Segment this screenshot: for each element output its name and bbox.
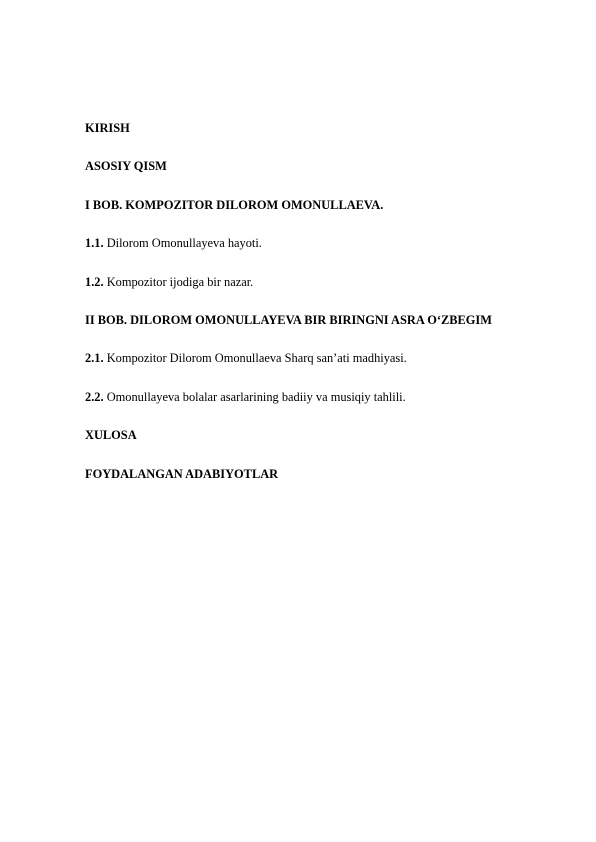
- toc-section-number: 2.1.: [85, 351, 104, 366]
- toc-heading-asosiy-qism: ASOSIY QISM: [85, 159, 167, 174]
- toc-section-title: Kompozitor Dilorom Omonullaeva Sharq san’ati madhiyasi.: [106, 351, 407, 366]
- toc-heading-chapter-2: II BOB. DILOROM OMONULLAYEVA BIR BIRINGNI ASRA O‘ZBEGIM: [85, 312, 492, 327]
- toc-section-title: Dilorom Omonullayeva hayoti.: [106, 236, 262, 251]
- table-of-contents: [85, 120, 565, 504]
- toc-section-title: Kompozitor ijodiga bir nazar.: [106, 274, 254, 289]
- toc-section-1-1: [85, 235, 565, 251]
- toc-section-1-2: [85, 274, 565, 290]
- toc-section-2-1: [85, 350, 565, 366]
- toc-section-2-2: [85, 389, 565, 405]
- toc-heading-kirish: KIRISH: [85, 121, 130, 135]
- toc-section-title: Omonullayeva bolalar asarlarining badiiy va musiqiy tahlili.: [106, 389, 406, 404]
- toc-heading-xulosa: XULOSA: [85, 428, 137, 443]
- toc-section-number: 1.1.: [85, 236, 104, 251]
- toc-heading-bibliography: FOYDALANGAN ADABIYOTLAR: [85, 466, 279, 481]
- toc-heading-chapter-1: I BOB. KOMPOZITOR DILOROM OMONULLAEVA.: [85, 197, 384, 212]
- toc-section-number: 1.2.: [85, 274, 104, 289]
- toc-section-number: 2.2.: [85, 389, 104, 404]
